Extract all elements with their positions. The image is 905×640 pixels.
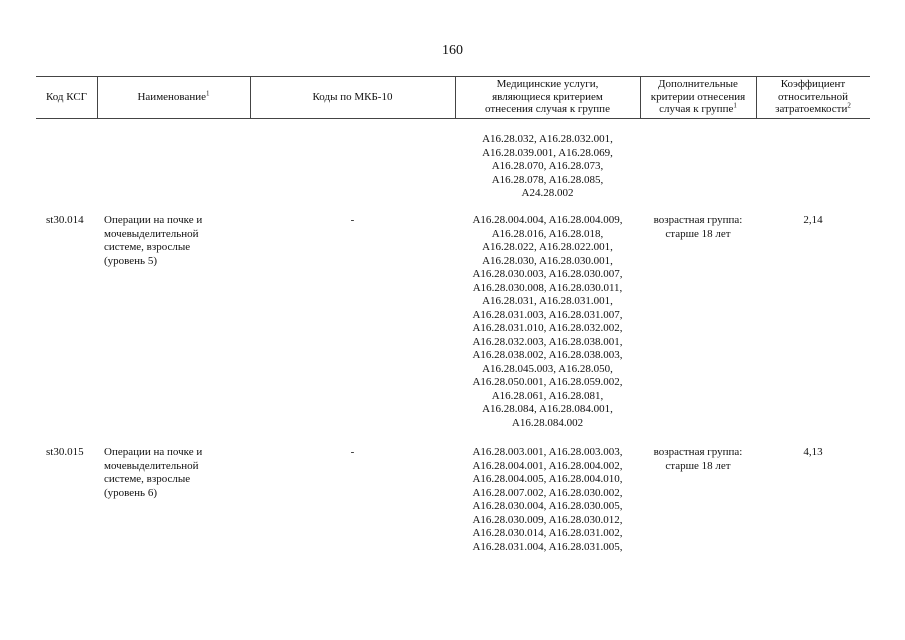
header-name: Наименование$^1$ (137, 89, 210, 103)
header-services: Медицинские услуги, являющиеся критерием отнесения случая к группе (485, 78, 610, 116)
row-code: st30.015 (46, 446, 84, 458)
row-criteria: возрастная группа: старше 18 лет (653, 214, 743, 240)
header-bottom-border (36, 118, 870, 119)
header-coefficient: Коэффициент относительной затратоемкости$^2$ (775, 78, 851, 116)
row-name: Операции на почке и мочевыделительной системе, взрослые (уровень 5) (104, 214, 203, 267)
row-name: Операции на почке и мочевыделительной системе, взрослые (уровень 6) (104, 446, 203, 499)
header-code: Код КСГ (45, 90, 88, 103)
row-criteria: возрастная группа: старше 18 лет (653, 446, 743, 472)
header-criteria: Дополнительные критерии отнесения случая к группе$^1$ (650, 78, 746, 116)
page-number: 160 (442, 43, 463, 58)
header-mkb-codes: Коды по МКБ-10 (312, 90, 393, 103)
row-services: A16.28.003.001, A16.28.003.003, A16.28.004.001, A16.28.004.002, A16.28.004.005, A16.28.004.010, A16.28.007.002, A16.28.030.002, A16.28.030.004, A16.28.030.005, A16.28.030.009, A16.28.030.012, A16.28.030.014, A16.28.031.002, A16.28.031.004, A16.28.031.005, (472, 446, 623, 553)
row-coefficient: 4,13 (803, 446, 823, 458)
row-coefficient: 2,14 (803, 214, 823, 226)
row-mkb-codes: - (350, 214, 355, 226)
continuation-services: A16.28.032, A16.28.032.001, A16.28.039.001, A16.28.069, A16.28.070, A16.28.073, A16.28.078, A16.28.085, A24.28.002 (482, 133, 613, 199)
row-services: A16.28.004.004, A16.28.004.009, A16.28.016, A16.28.018, A16.28.022, A16.28.022.001, A16.28.030, A16.28.030.001, A16.28.030.003, A16.28.030.007, A16.28.030.008, A16.28.030.011, A16.28.031, A16.28.031.001, A16.28.031.003, A16.28.031.007, A16.28.031.010, A16.28.032.002, A16.28.032.003, A16.28.038.001, A16.28.038.002, A16.28.038.003, A16.28.045.003, A16.28.050, A16.28.050.001, A16.28.059.002, A16.28.061, A16.28.081, A16.28.084, A16.28.084.001, A16.28.084.002 (472, 214, 623, 429)
row-mkb-codes: - (350, 446, 355, 458)
row-code: st30.014 (46, 214, 84, 226)
